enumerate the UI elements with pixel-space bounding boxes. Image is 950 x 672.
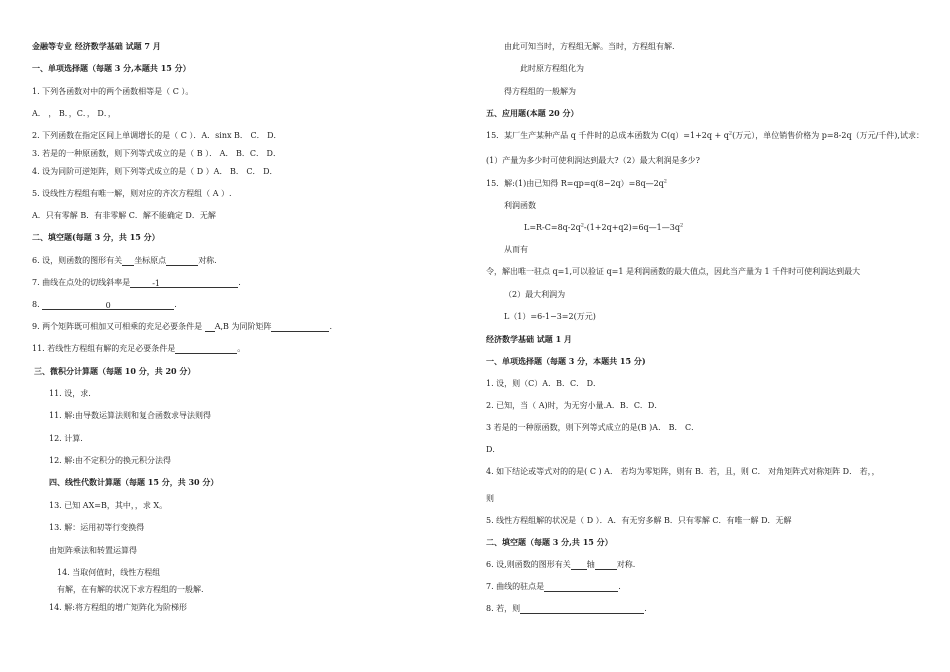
jan-question-7	[486, 581, 621, 592]
jan-question-4-tail: 则	[486, 494, 494, 503]
calc-14: 14. 当取何值时，线性方程组	[57, 568, 161, 577]
question-3: 3. 若是的一种原函数，则下列等式成立的是（ B ）． A． B．C． D．	[32, 149, 281, 158]
section-2-heading: 二、填空题(每题 3 分，共 15 分）	[32, 232, 160, 242]
jan-section-2-heading: 二、填空题（每题 3 分,共 15 分）	[486, 537, 613, 547]
blank	[271, 322, 329, 332]
blank	[122, 256, 134, 266]
profit-equation	[524, 222, 683, 233]
jan-question-3-d: D．	[486, 445, 501, 454]
question-5: 5. 设线性方程组有唯一解，则对应的齐次方程组（ A ）.	[32, 189, 232, 198]
blank	[544, 582, 618, 592]
blank	[166, 256, 198, 266]
calc-11: 11. 设，求.	[49, 389, 91, 398]
question-1: 1. 下列各函数对中的两个函数相等是（ C ）。	[32, 87, 194, 96]
thus-label: 从而有	[504, 245, 528, 254]
section-4-heading: 四、线性代数计算题（每题 15 分，共 30 分）	[49, 477, 219, 487]
jan-question-2: 2. 已知，当（ A)时，为无穷小量.A．B．C．D．	[486, 401, 663, 410]
question-6-answer: 坐标原点	[134, 256, 167, 265]
question-4: 4. 设为同阶可逆矩阵，则下列等式成立的是（ D ）A． B． C． D．	[32, 167, 278, 176]
calc-13-solution: 13. 解：运用初等行变换得	[49, 523, 145, 532]
blank	[595, 560, 617, 570]
jan-question-7-end: .	[618, 582, 621, 591]
question-11-text: 11. 若线性方程组有解的充足必要条件是	[32, 344, 176, 353]
jan-question-4: 4. 如下结论或等式对的的是( C ) A． 若均为零矩阵，则有 B．若，且，则 C． 对角矩阵式对称矩阵 D． 若，，	[486, 467, 880, 476]
blank	[520, 604, 644, 614]
question-11	[32, 343, 245, 354]
jan-question-6-answer: 轴	[586, 560, 595, 569]
blank	[175, 344, 237, 354]
blank	[205, 322, 215, 332]
equation-a: L=R-C=8q-2q	[524, 223, 581, 232]
calc-12: 12. 计算.	[49, 434, 83, 443]
calc-13: 13. 已知 AX=B，其中，，求 X。	[49, 501, 168, 510]
blank	[130, 278, 238, 288]
question-7-end: .	[238, 278, 241, 287]
jan-question-6	[486, 559, 635, 570]
calc-14-b: 有解，在有解的状况下求方程组的一般解.	[57, 585, 204, 594]
solution-14-line-2: 此时原方程组化为	[520, 64, 584, 73]
question-7-text: 7. 曲线在点处的切线斜率是	[32, 278, 131, 287]
question-15	[486, 130, 924, 141]
question-8-end: .	[174, 300, 177, 309]
question-6	[32, 255, 217, 266]
max-profit-calc: L（1）=6-1−3=2(万元)	[504, 312, 596, 321]
question-15-a: 15．某厂生产某种产品 q 千件时的总成本函数为 C(q）=1+2q + q	[486, 131, 729, 140]
exam-title-july: 金融等专业 经济数学基础 试题 7 月	[32, 41, 161, 51]
question-15-parts: (1）产量为多少时可使利润达到最大?（2）最大利润是多少?	[486, 156, 700, 165]
question-8-answer: 0	[105, 301, 111, 310]
jan-question-8-text: 8. 若，则	[486, 604, 521, 613]
question-9-text: 9. 两个矩阵既可相加又可相乘的充足必要条件是	[32, 322, 203, 331]
max-profit-label: （2）最大利润为	[504, 290, 566, 299]
question-7	[32, 277, 241, 288]
calc-13-solution-2: 由矩阵乘法和转置运算得	[49, 546, 137, 555]
calc-11-solution: 11. 解:由导数运算法则和复合函数求导法则得	[49, 411, 211, 420]
solution-15-text: 15．解:(1)由已知得 R=qp=q(8−2q）=8q—2q	[486, 179, 664, 188]
solution-14-line-1: 由此可知当时，方程组无解。当时，方程组有解.	[504, 42, 675, 51]
jan-question-5: 5. 线性方程组解的状况是（ D ）．A．有无穷多解 B．只有零解 C．有唯一解 D．无解	[486, 516, 792, 525]
solution-14-line-3: 得方程组的一般解为	[504, 87, 576, 96]
question-6-text: 6. 设，则函数的图形有关	[32, 256, 123, 265]
superscript: 2	[580, 222, 584, 229]
calc-12-solution: 12. 解:由不定积分的换元积分法得	[49, 456, 171, 465]
question-6-end: 对称.	[198, 256, 217, 265]
superscript: 2	[728, 130, 733, 137]
exam-title-january: 经济数学基础 试题 1 月	[486, 334, 572, 344]
question-5-options: A．只有零解 B．有非零解 C．解不能确定 D．无解	[32, 211, 216, 220]
question-9-answer: A,B 为同阶矩阵	[214, 322, 272, 331]
jan-section-1-heading: 一、单项选择题（每题 3 分，本题共 15 分)	[486, 356, 646, 366]
question-11-end: 。	[237, 344, 246, 353]
equation-b: -(1+2q+q2)=6q—1—3q	[583, 223, 680, 232]
profit-function-label: 利润函数	[504, 201, 536, 210]
question-8-text: 8.	[32, 300, 40, 309]
jan-question-8-end: .	[644, 604, 647, 613]
jan-question-6-text: 6. 设,则函数的图形有关	[486, 560, 571, 569]
jan-question-8	[486, 603, 647, 614]
question-15-b: (万元），单位销售价格为 p=8-2q（万元/千件),试求：	[732, 131, 924, 140]
calc-14-solution: 14. 解:将方程组的增广矩阵化为阶梯形	[49, 603, 187, 612]
question-7-answer: -1	[152, 279, 160, 288]
jan-question-3: 3 若是的一种原函数，则下列等式成立的是(B )A． B． C．	[486, 423, 700, 432]
jan-question-6-end: 对称.	[616, 560, 636, 569]
solution-15-conclusion: 令，解出唯一驻点 q=1,可以验证 q=1 是利润函数的最大值点，因此当产量为 1 千件时可使利润达到最大	[486, 267, 861, 276]
question-9-end: .	[329, 322, 333, 331]
jan-question-7-text: 7. 曲线的驻点是	[486, 582, 545, 591]
section-3-heading: 三、微积分计算题（每题 10 分，共 20 分）	[34, 366, 196, 376]
blank	[571, 560, 587, 570]
section-1-heading: 一、单项选择题（每题 3 分,本题共 15 分）	[32, 63, 191, 73]
superscript: 2	[663, 178, 667, 185]
question-9	[32, 321, 332, 332]
blank	[42, 300, 174, 310]
question-2: 2. 下列函数在指定区间上单调增长的是（ C ）．A．sinx B． C． D．	[32, 131, 282, 140]
jan-question-1: 1. 设，则（C）A．B．C． D．	[486, 379, 602, 388]
question-1-options: A． ， B．，C．， D．，	[32, 109, 116, 118]
solution-15	[486, 178, 667, 189]
section-5-heading: 五、应用题(本题 20 分）	[486, 108, 579, 118]
question-8	[32, 299, 177, 310]
superscript: 2	[679, 222, 684, 229]
